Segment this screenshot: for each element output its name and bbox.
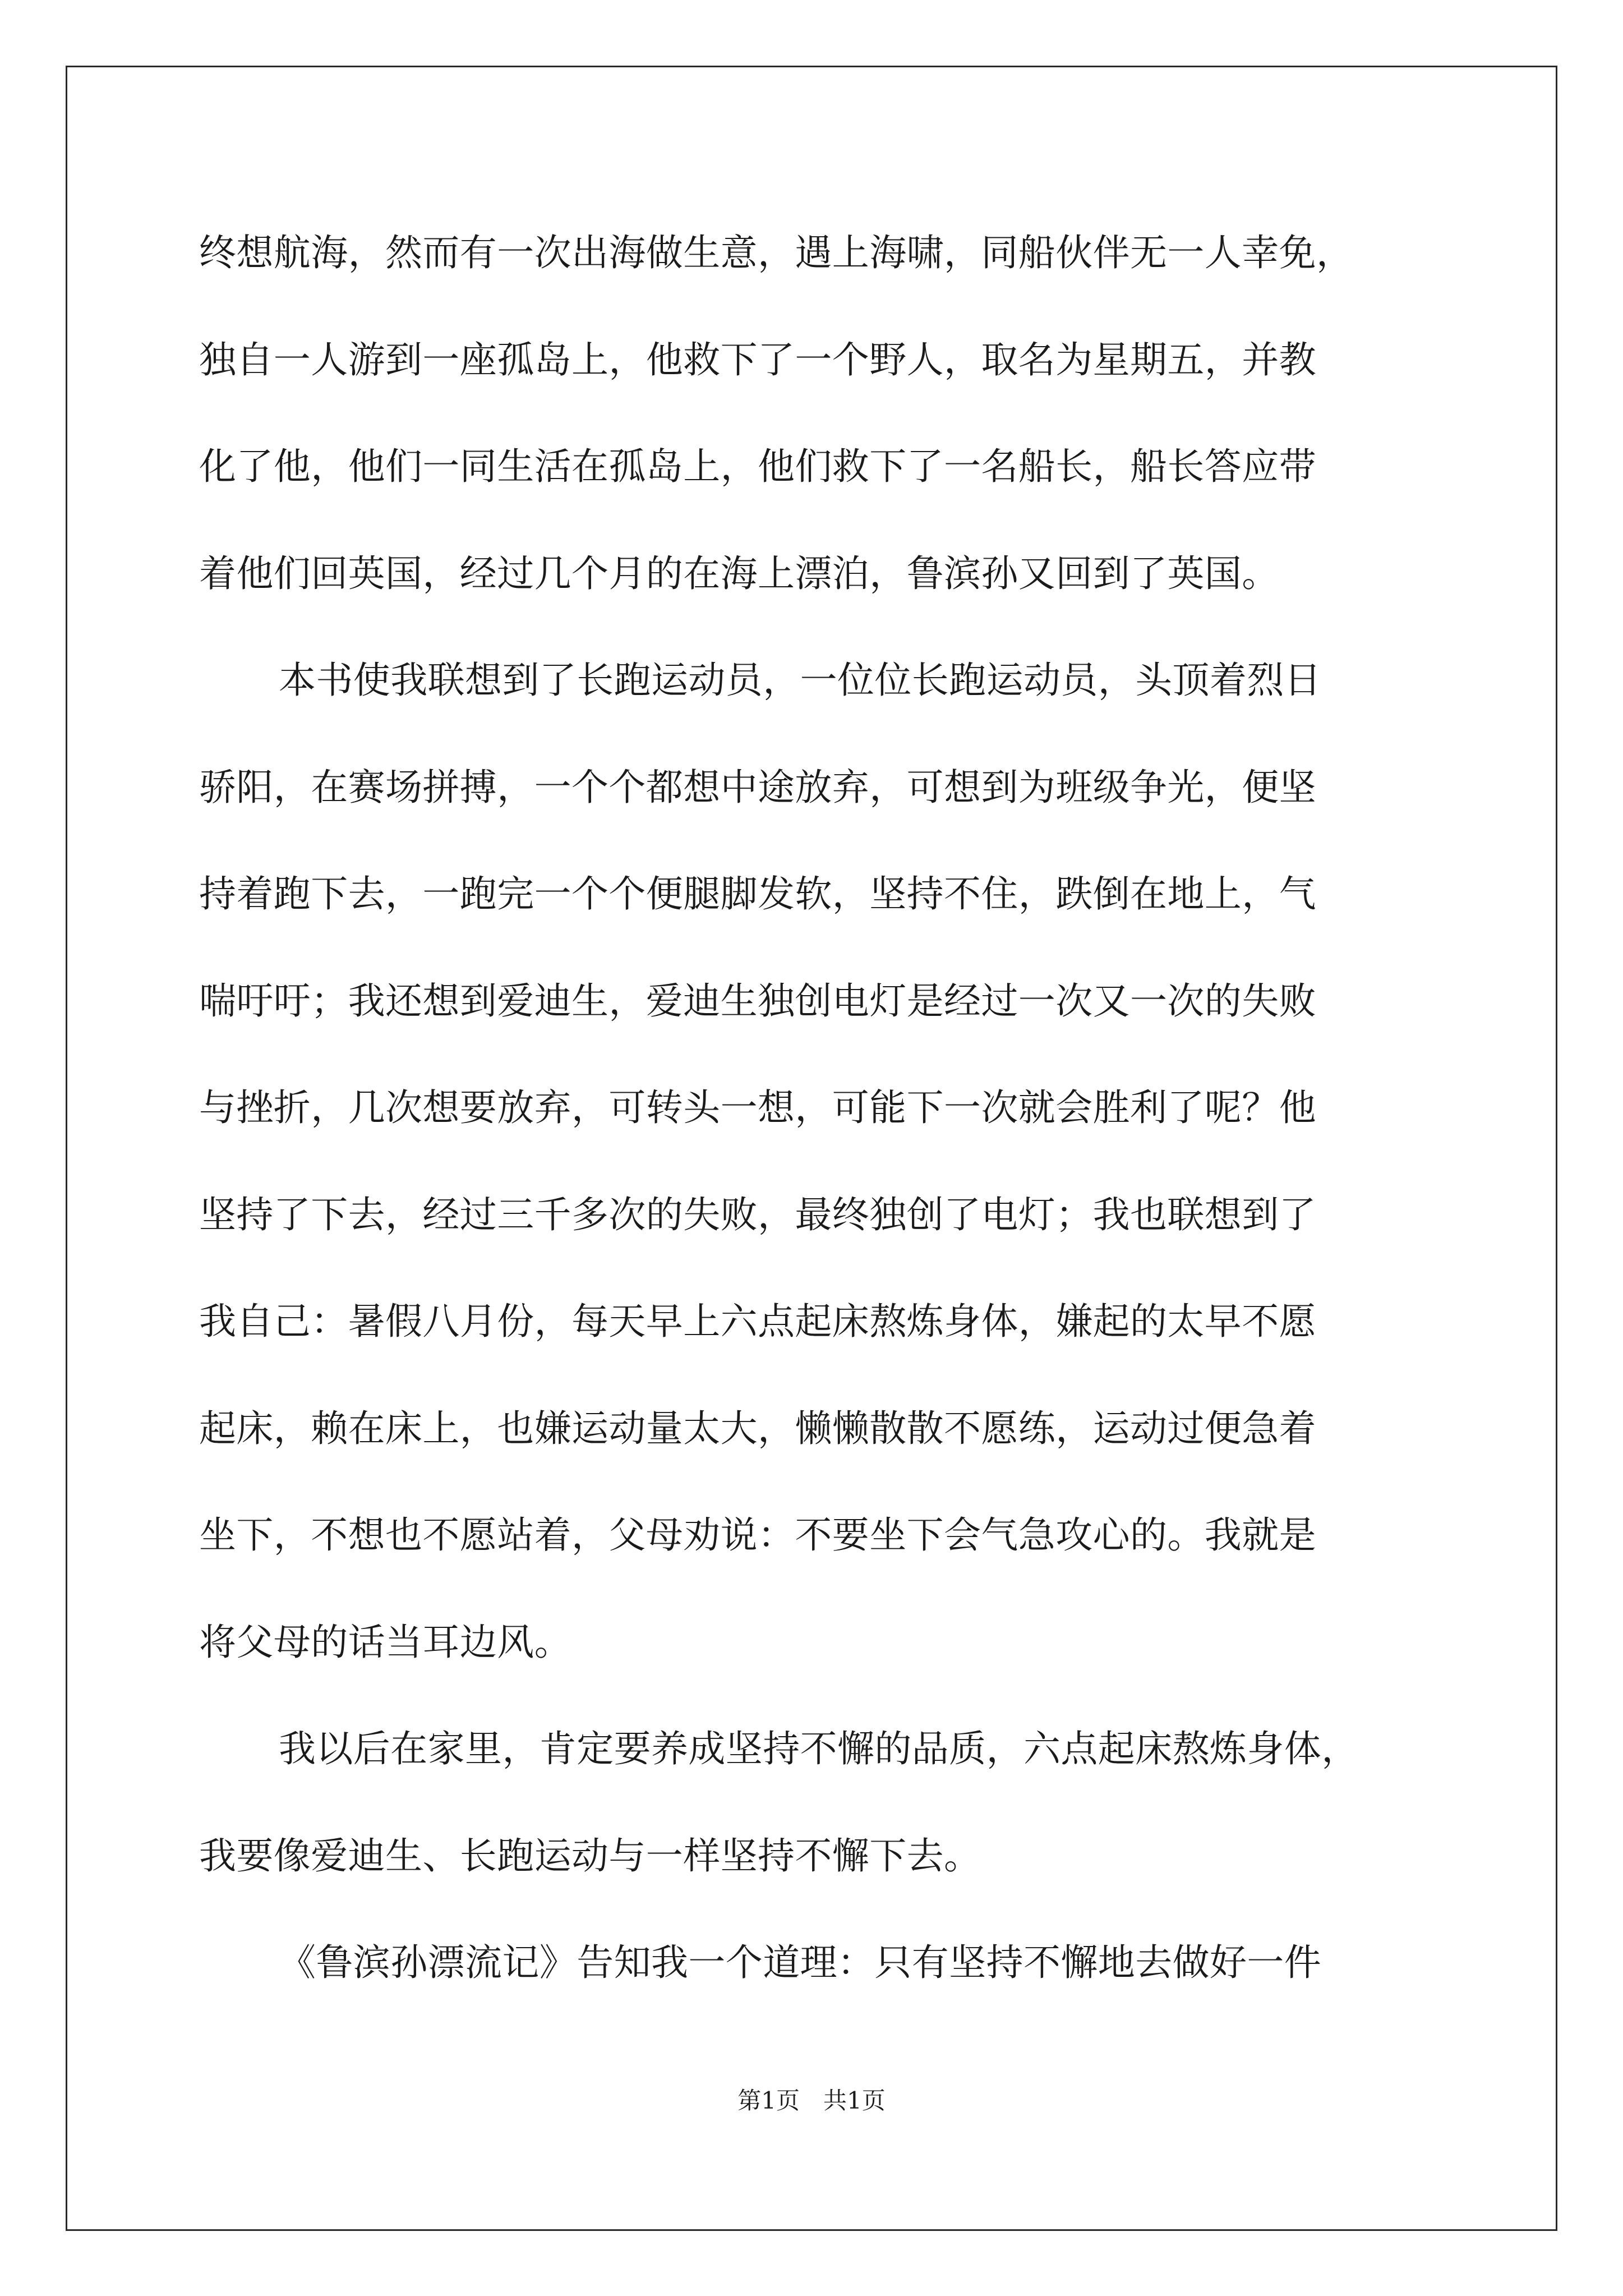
text-line: 《鲁滨孙漂流记》告知我一个道理：只有坚持不懈地去做好一件 (279, 1941, 1322, 1984)
text-line: 骄阳，在赛场拼搏，一个个都想中途放弃，可想到为班级争光，便坚 (199, 766, 1316, 809)
text-line: 我以后在家里，肯定要养成坚持不懈的品质，六点起床熬炼身体， (279, 1727, 1359, 1770)
text-line: 终想航海，然而有一次出海做生意，遇上海啸，同船伙伴无一人幸免， (199, 231, 1354, 274)
text-line: 独自一人游到一座孤岛上，他救下了一个野人，取名为星期五，并教 (199, 338, 1316, 381)
text-line: 将父母的话当耳边风。 (199, 1621, 571, 1664)
text-line: 化了他，他们一同生活在孤岛上，他们救下了一名船长，船长答应带 (199, 445, 1316, 488)
text-line: 坐下，不想也不愿站着，父母劝说：不要坐下会气急攻心的。我就是 (199, 1513, 1316, 1557)
page-footer: 第1页 共1页 (737, 2087, 886, 2114)
page-border (66, 66, 1557, 2231)
text-line: 持着跑下去，一跑完一个个便腿脚发软，坚持不住，跌倒在地上，气 (199, 872, 1316, 915)
text-line: 喘吁吁；我还想到爱迪生，爱迪生独创电灯是经过一次又一次的失败 (199, 979, 1316, 1023)
text-line: 我要像爱迪生、长跑运动与一样坚持不懈下去。 (199, 1834, 981, 1878)
text-line: 本书使我联想到了长跑运动员，一位位长跑运动员，头顶着烈日 (279, 659, 1322, 702)
text-line: 坚持了下去，经过三千多次的失败，最终独创了电灯；我也联想到了 (199, 1193, 1316, 1236)
text-line: 我自己：暑假八月份，每天早上六点起床熬炼身体，嫌起的太早不愿 (199, 1300, 1316, 1343)
text-line: 着他们回英国，经过几个月的在海上漂泊，鲁滨孙又回到了英国。 (199, 552, 1279, 595)
text-line: 与挫折，几次想要放弃，可转头一想，可能下一次就会胜利了呢？他 (199, 1086, 1316, 1129)
text-line: 起床，赖在床上，也嫌运动量太大，懒懒散散不愿练，运动过便急着 (199, 1407, 1316, 1450)
